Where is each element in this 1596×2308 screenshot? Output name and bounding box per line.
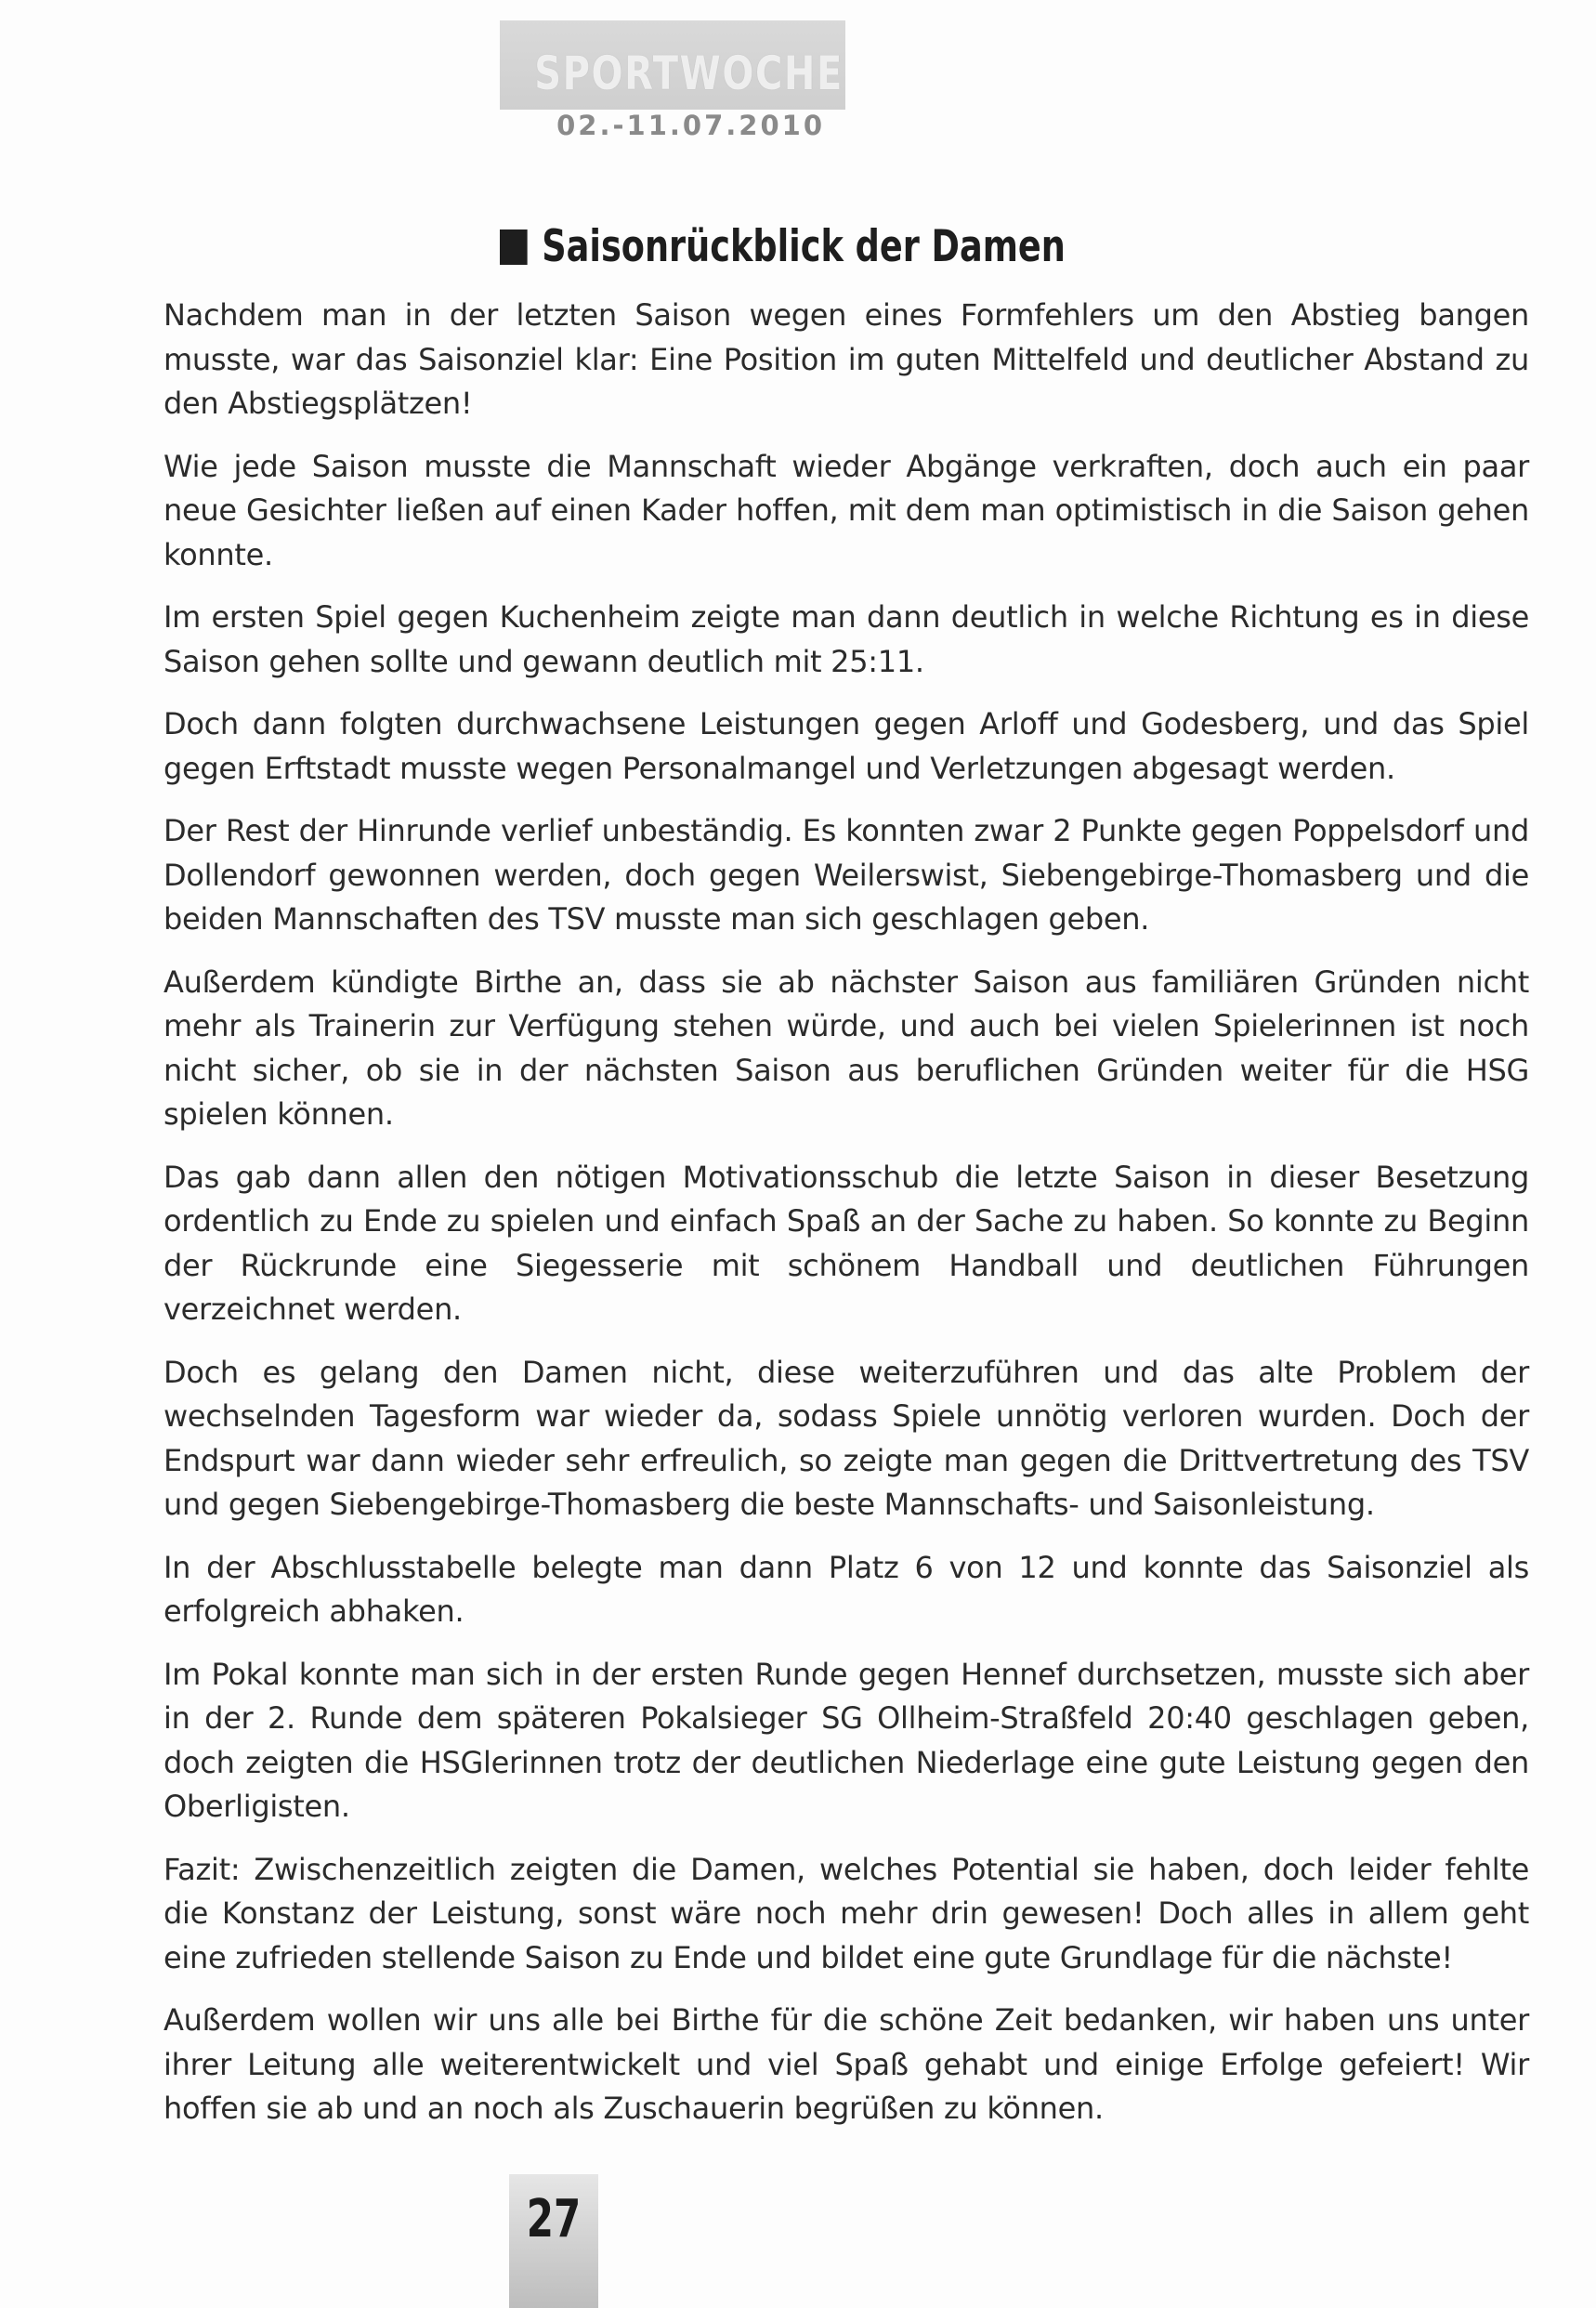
article-heading <box>500 221 1066 272</box>
article-paragraph: Außerdem kündigte Birthe an, dass sie ab nächster Saison aus familiären Gründen nicht mehr als Trainerin zur Verfügung stehen würde, und auch bei vielen Spielerinnen ist noch nicht sicher, ob sie in der nächsten Saison aus beruflichen Gründen weiter für die HSG spielen können. <box>164 964 1529 1132</box>
article-paragraph: Doch dann folgten durchwachsene Leistungen gegen Arloff und Godesberg, und das Spiel gegen Erftstadt musste wegen Personalmangel und Verletzungen abgesagt werden. <box>164 706 1529 786</box>
article-paragraph: Fazit: Zwischenzeitlich zeigten die Damen, welches Potential sie haben, doch leider fehlte die Konstanz der Leistung, sonst wäre noch mehr drin gewesen! Doch alles in allem geht eine zufrieden stellende Saison zu Ende und bildet eine gute Grundlage für die nächste! <box>164 1851 1529 1975</box>
article-paragraph: Wie jede Saison musste die Mannschaft wieder Abgänge verkraften, doch auch ein paar neue Gesichter ließen auf einen Kader hoffen, mit dem man optimistisch in die Saison gehen konnte. <box>164 448 1529 572</box>
article-paragraph: Außerdem wollen wir uns alle bei Birthe für die schöne Zeit bedanken, wir haben uns unter ihrer Leitung alle weiterentwickelt und viel Spaß gehabt und einige Erfolge gefeiert! Wir hoffen sie ab und an noch als Zuschauerin begrüßen zu können. <box>164 2002 1529 2126</box>
article-paragraph: Nachdem man in der letzten Saison wegen eines Formfehlers um den Abstieg bangen musste, war das Saisonziel klar: Eine Position im guten Mittelfeld und deutlicher Abstand zu den Abstiegsplätzen! <box>164 297 1529 421</box>
article-paragraph: Im ersten Spiel gegen Kuchenheim zeigte man dann deutlich in welche Richtung es in diese Saison gehen sollte und gewann deutlich mit 25:11. <box>164 599 1529 679</box>
article-paragraph: Doch es gelang den Damen nicht, diese weiterzuführen und das alte Problem der wechselnden Tagesform war wieder da, sodass Spiele unnötig verloren wurden. Doch der Endspurt war dann wieder sehr erfreulich, so zeigte man gegen die Drittvertretung des TSV und gegen Siebengebirge-Thomasberg die beste Mannschafts- und Saisonleistung. <box>164 1354 1529 1522</box>
article-paragraph: Das gab dann allen den nötigen Motivationsschub die letzte Saison in dieser Besetzung ordentlich zu Ende zu spielen und einfach Spaß an der Sache zu haben. So konnte zu Beginn der Rückrunde eine Siegesserie mit schönem Handball und deutlichen Führungen verzeichnet werden. <box>164 1159 1529 1327</box>
article-paragraph: Der Rest der Hinrunde verlief unbeständig. Es konnten zwar 2 Punkte gegen Poppelsdorf und Dollendorf gewonnen werden, doch gegen Weilerswist, Siebengebirge-Thomasberg und die beiden Mannschaften des TSV musste man sich geschlagen geben. <box>164 813 1529 937</box>
header-title: SPORTWOCHE <box>534 46 844 100</box>
article-paragraph: Im Pokal konnte man sich in der ersten Runde gegen Hennef durchsetzen, musste sich aber in der 2. Runde dem späteren Pokalsieger SG Ollheim-Straßfeld 20:40 geschlagen geben, doch zeigten die HSGlerinnen trotz der deutlichen Niederlage eine gute Leistung gegen den Oberligisten. <box>164 1656 1529 1824</box>
article-paragraph: In der Abschlusstabelle belegte man dann Platz 6 von 12 und konnte das Saisonziel als erfolgreich abhaken. <box>164 1549 1529 1629</box>
square-bullet-icon <box>500 229 528 265</box>
header-date: 02.-11.07.2010 <box>556 110 825 141</box>
article-heading-text: Saisonrückblick der Damen <box>542 221 1066 272</box>
page-number: 27 <box>526 2189 582 2249</box>
article-body <box>164 294 1529 2150</box>
